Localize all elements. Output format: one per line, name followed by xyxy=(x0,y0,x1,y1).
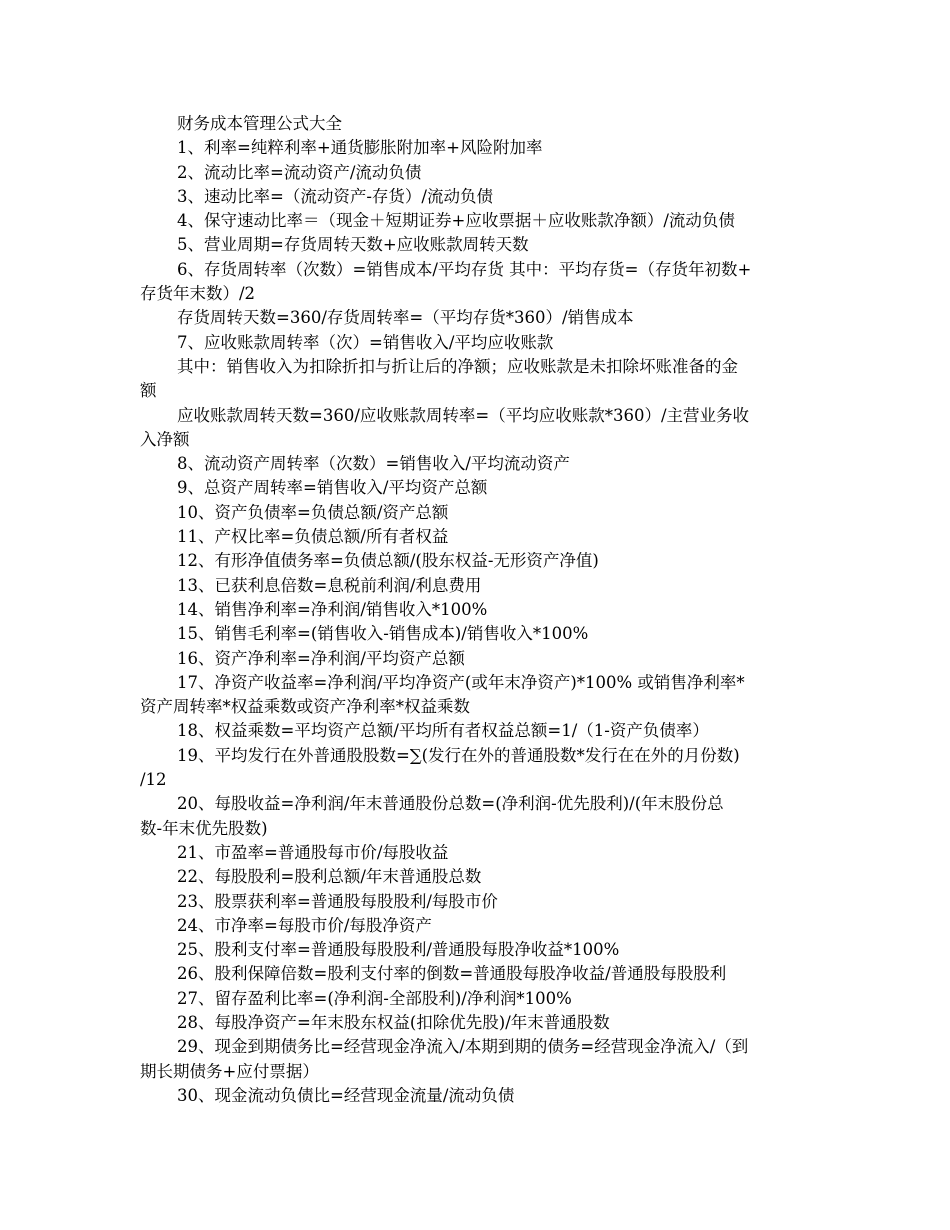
formula-line: 13、已获利息倍数=息税前利润/利息费用 xyxy=(177,575,482,595)
formula-line: 4、保守速动比率＝（现金＋短期证券+应收票据＋应收账款净额）/流动负债 xyxy=(177,211,735,231)
formula-line: 期长期债务+应付票据） xyxy=(140,1061,319,1081)
formula-line: 20、每股收益=净利润/年末普通股份总数=(净利润-优先股利)/(年末股份总 xyxy=(177,794,724,814)
formula-line: 11、产权比率=负债总额/所有者权益 xyxy=(177,527,449,547)
formula-line: 7、应收账款周转率（次）=销售收入/平均应收账款 xyxy=(177,332,554,352)
document-title: 财务成本管理公式大全 xyxy=(177,114,342,133)
formula-line: 1、利率=纯粹利率+通货膨胀附加率+风险附加率 xyxy=(177,138,543,158)
formula-line: 5、营业周期=存货周转天数+应收账款周转天数 xyxy=(177,235,529,255)
formula-line: 18、权益乘数=平均资产总额/平均所有者权益总额=1/（1-资产负债率） xyxy=(177,721,709,741)
formula-line: 资产周转率*权益乘数或资产净利率*权益乘数 xyxy=(140,697,470,717)
formula-line: /12 xyxy=(140,770,167,790)
formula-list xyxy=(140,136,815,1108)
formula-line: 12、有形净值债务率=负债总额/(股东权益-无形资产净值) xyxy=(177,551,599,571)
formula-line: 存货周转天数=360/存货周转率=（平均存货*360）/销售成本 xyxy=(177,308,634,328)
formula-line: 10、资产负债率=负债总额/资产总额 xyxy=(177,502,449,522)
formula-line: 29、现金到期债务比=经营现金净流入/本期到期的债务=经营现金净流入/（到 xyxy=(177,1037,749,1057)
formula-line: 23、股票获利率=普通股每股股利/每股市价 xyxy=(177,891,498,911)
formula-line: 入净额 xyxy=(140,429,190,449)
formula-line: 16、资产净利率=净利润/平均资产总额 xyxy=(177,648,465,668)
formula-line: 30、现金流动负债比=经营现金流量/流动负债 xyxy=(177,1085,515,1105)
formula-line: 存货年末数）/2 xyxy=(140,284,256,304)
formula-line: 27、留存盈利比率=(净利润-全部股利)/净利润*100% xyxy=(177,988,572,1008)
formula-line: 15、销售毛利率=(销售收入-销售成本)/销售收入*100% xyxy=(177,624,589,644)
formula-line: 3、速动比率=（流动资产-存货）/流动负债 xyxy=(177,186,493,206)
formula-line: 26、股利保障倍数=股利支付率的倒数=普通股每股净收益/普通股每股股利 xyxy=(177,964,727,984)
formula-line: 24、市净率=每股市价/每股净资产 xyxy=(177,915,432,935)
formula-line: 19、平均发行在外普通股股数=∑(发行在外的普通股数*发行在在外的月份数) xyxy=(177,745,740,765)
formula-line: 14、销售净利率=净利润/销售收入*100% xyxy=(177,599,488,619)
formula-line: 17、净资产收益率=净利润/平均净资产(或年末净资产)*100% 或销售净利率* xyxy=(177,672,745,692)
formula-line: 2、流动比率=流动资产/流动负债 xyxy=(177,162,422,182)
formula-line: 6、存货周转率（次数）=销售成本/平均存货 其中：平均存货=（存货年初数+ xyxy=(177,259,752,279)
formula-line: 数-年末优先股数) xyxy=(140,818,268,838)
formula-line: 28、每股净资产=年末股东权益(扣除优先股)/年末普通股数 xyxy=(177,1012,610,1032)
formula-line: 应收账款周转天数=360/应收账款周转率=（平均应收账款*360）/主营业务收 xyxy=(177,405,750,425)
document-body xyxy=(140,112,815,1108)
formula-line: 22、每股股利=股利总额/年末普通股总数 xyxy=(177,867,482,887)
formula-line: 其中：销售收入为扣除折扣与折让后的净额；应收账款是未扣除坏账准备的金 xyxy=(177,356,738,376)
formula-line: 9、总资产周转率=销售收入/平均资产总额 xyxy=(177,478,488,498)
formula-line: 8、流动资产周转率（次数）=销售收入/平均流动资产 xyxy=(177,454,570,474)
formula-line: 21、市盈率=普通股每市价/每股收益 xyxy=(177,842,449,862)
formula-line: 25、股利支付率=普通股每股股利/普通股每股净收益*100% xyxy=(177,940,620,960)
formula-line: 额 xyxy=(140,381,157,401)
